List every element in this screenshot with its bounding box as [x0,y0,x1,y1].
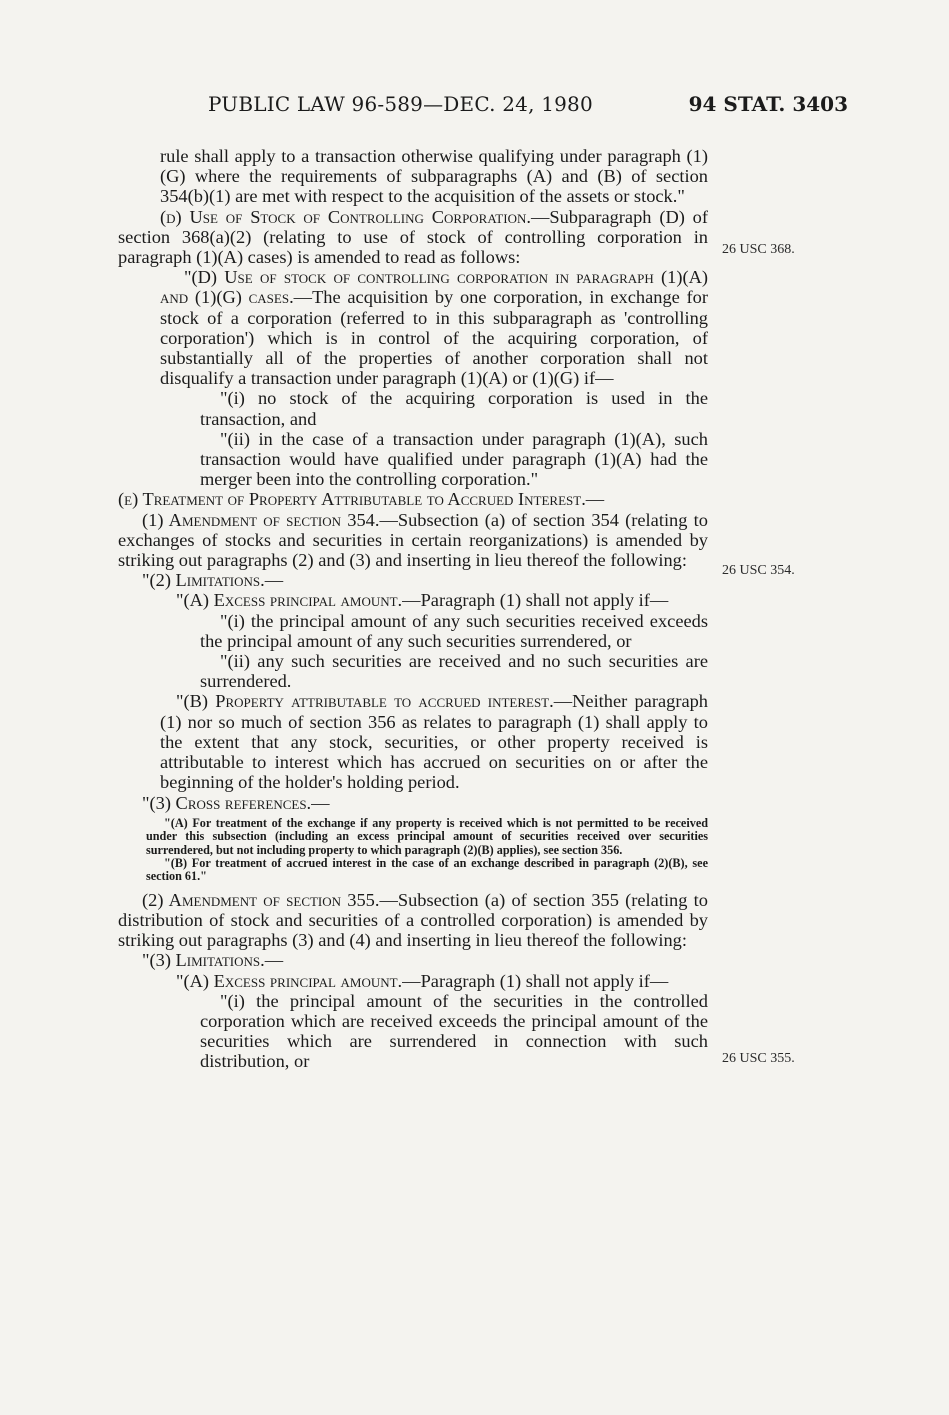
paragraph-e2-text: Subsection (a) of section 355 (relating to distribution of stock and securities of a controlled corporation) is amended by striking out paragraphs (3) and (4) and inserting in lieu thereof the following: [118,889,708,951]
subparagraph-A [118,590,708,610]
paragraph-e2-heading: (2) Amendment of section 355.— [142,889,398,910]
paragraph-e1-heading: (1) Amendment of section 354.— [142,509,398,530]
subparagraph-A2-heading: "(A) Excess principal amount.— [176,970,421,991]
clause-A-ii: "(ii) any such securities are received and no such securities are surrendered. [200,651,708,692]
page-header [208,92,848,122]
subparagraph-B [118,691,708,792]
subparagraph-D-text: The acquisition by one corporation, in exchange for stock of a corporation (referred to in this subparagraph as 'controlling corporation') which is in control of the acquiring corporation, of substantially all of the properties of another corporation shall not disqualify a transaction under paragraph (1)(A) or (1)(G) if— [160,287,708,389]
margin-note-354: 26 USC 354. [722,563,795,578]
document-body [118,146,708,1072]
cross-reference-B: "(B) For treatment of accrued interest in the case of an exchange described in paragraph (2)(B), see section 61." [146,855,708,884]
clause-D-i: "(i) no stock of the acquiring corporation is used in the transaction, and [200,388,708,429]
paragraph-e2 [118,890,708,951]
statute-citation: 94 STAT. 3403 [688,92,848,116]
subparagraph-A2 [118,971,708,991]
clause-A-i: "(i) the principal amount of any such securities received exceeds the principal amount of any such securities surrendered, or [200,610,708,651]
paragraph-continuation: rule shall apply to a transaction otherwise qualifying under paragraph (1)(G) where the requirements of subparagraphs (A) and (B) of section 354(b)(1) are met with respect to the acquisition of the assets or stock." [160,146,708,207]
subparagraph-A-heading: "(A) Excess principal amount.— [176,590,421,611]
subparagraph-B-text: Neither paragraph (1) nor so much of section 356 as relates to paragraph (1) shall apply to the extent that any stock, securities, or other property received is attributable to interest which has accrued on securities on or after the beginning of the holder's holding period. [160,691,709,793]
subsection-d [118,207,708,268]
subsection-d-text: Subparagraph (D) of section 368(a)(2) (relating to use of stock of controlling corporation in paragraph (1)(A) cases) is amended to read as follows: [118,206,708,268]
subsection-d-heading: (d) Use of Stock of Controlling Corporation.— [160,206,550,227]
clause-A2-i: "(i) the principal amount of the securities in the controlled corporation which are received exceeds the principal amount of the securities which are surrendered in connection with such distribution, or [200,990,708,1072]
subparagraph-A2-text: Paragraph (1) shall not apply if— [420,970,669,991]
margin-note-355: 26 USC 355. [722,1051,795,1066]
subparagraph-A-text: Paragraph (1) shall not apply if— [420,590,669,611]
subparagraph-B-heading: "(B) Property attributable to accrued interest.— [176,691,573,712]
limitations-3-heading: "(3) Limitations.— [142,950,284,971]
clause-D-ii: "(ii) in the case of a transaction under paragraph (1)(A), such transaction would have qualified under paragraph (1)(A) had the merger been into the controlling corporation." [200,428,708,490]
paragraph-e1 [118,510,708,571]
subsection-e-heading: (e) Treatment of Property Attributable to Accrued Interest.— [118,489,605,510]
limitations-2-heading: "(2) Limitations.— [142,570,284,591]
subparagraph-D [118,267,708,388]
paragraph-e1-text: Subsection (a) of section 354 (relating to exchanges of stocks and securities in certain reorganizations) is amended by striking out paragraphs (2) and (3) and inserting in lieu thereof the following: [118,509,708,571]
cross-reference-A: "(A) For treatment of the exchange if any property is received which is not permitted to be received under this subsection (including an excess principal amount of securities received over securities surrendered, but not including property to which paragraph (2)(B) applies), see section 356. [146,815,708,857]
cross-references-heading: "(3) Cross references.— [142,792,330,813]
running-head: PUBLIC LAW 96-589—DEC. 24, 1980 [208,92,593,116]
subparagraph-D-heading: "(D) Use of stock of controlling corporation in paragraph (1)(A) and (1)(G) cases.— [160,267,708,308]
margin-note-368: 26 USC 368. [722,242,795,257]
